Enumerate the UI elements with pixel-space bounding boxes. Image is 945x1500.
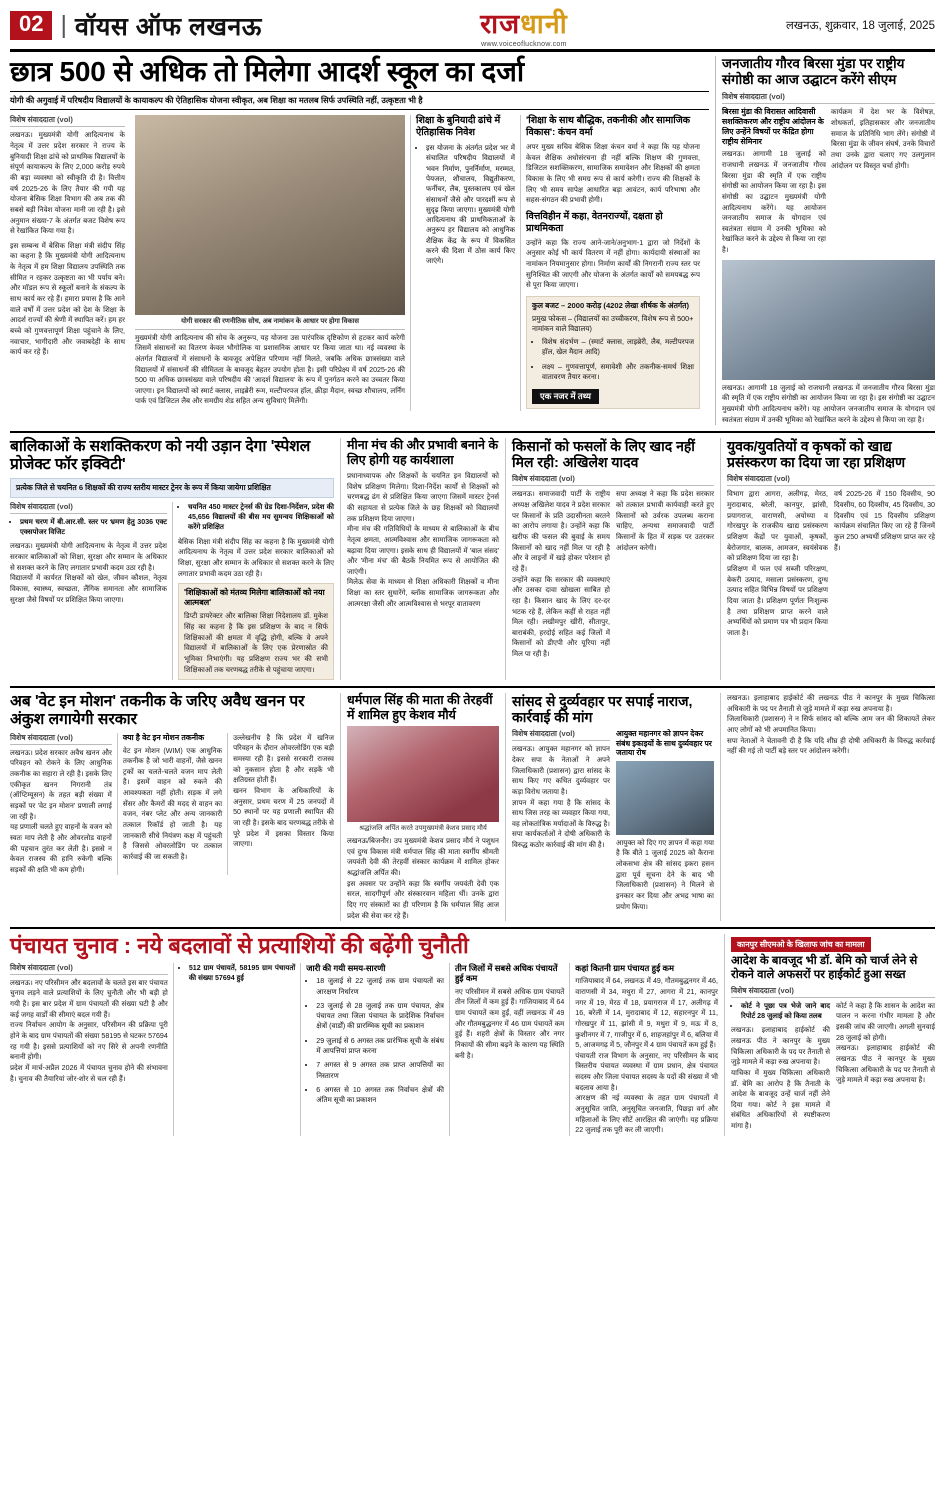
lead-story xyxy=(10,56,935,425)
sansad-text-3: आयुक्त को दिए गए ज्ञापन में कहा गया है कि बीते 1 जुलाई 2025 को कैराना लोकसभा क्षेत्र की सांसद इकरा हसन द्वारा पूर्व सूचना देने के बाद भी जिलाधिकारी (प्रशासन) ने मिलने से इनकार कर दिया और अभद्र भाषा का प्रयोग किया। xyxy=(616,838,714,911)
masthead-left xyxy=(10,9,262,43)
schedule-list xyxy=(306,976,444,1105)
highcourt-pretext-1: लखनऊ। इलाहाबाद हाईकोर्ट की लखनऊ पीठ ने कानपुर के मुख्य चिकित्सा अधिकारी के पद पर तैनाती से जुड़े मामले में कड़ा रुख अपनाया है। xyxy=(727,694,935,713)
panchayat-headline: पंचायत चुनाव : नये बदलावों से प्रत्याशियों की बढ़ेंगी चुनौती xyxy=(10,933,469,959)
sansad-headline: सांसद से दुर्व्यवहार पर सपाई नाराज, कार्रवाई की मांग xyxy=(512,693,693,726)
stat-box-focus: प्रमुख फोकस – (विद्यालयों का उच्चीकरण, विशेष रूप से 500+ नामांकन वाले विद्यालय) xyxy=(532,313,694,333)
equity-text-2: विद्यालयों में कार्यरत शिक्षकों को खेल, जीवन कौशल, नेतृत्व विकास, स्वास्थ्य, स्वच्छता, लैंगिक समानता और सामाजिक सुरक्षा जैसे विषयों पर प्रशिक्षित किया जाएगा। xyxy=(10,574,167,604)
sansad-text-1: लखनऊ। आयुक्त महानगर को ज्ञापन देकर सपा के नेताओं ने अपने जिलाधिकारी (प्रशासन) द्वारा सांसद के साथ किए गए कथित दुर्व्यवहार पर कड़ा विरोध जताया है। xyxy=(512,745,610,796)
lead-photo xyxy=(135,115,405,315)
equity-bullets xyxy=(10,517,167,538)
sansad-byline: विशेष संवाददाता (vol) xyxy=(512,729,610,741)
lead-byline: विशेष संवाददाता (vol) xyxy=(10,115,125,127)
food-text-3: वर्ष 2025-26 में 150 दिवसीय, 90 दिवसीय, 60 दिवसीय, 45 दिवसीय, 30 दिवसीय एवं 15 दिवसीय प्रशिक्षण कार्यक्रम संचालित किए जा रहे हैं जिनमें कुल 250 अभ्यर्थी प्रशिक्षण प्राप्त कर रहे हैं। xyxy=(834,490,935,552)
dateline: लखनऊ, शुक्रवार, 18 जुलाई, 2025 xyxy=(785,20,935,32)
meena-text-1: प्रधानाध्यापक और शिक्षकों के चयनित इन विद्यालयों को विशेष प्रशिक्षण मिलेगा। दिशा-निर्देश कार्यों से शिक्षकों को चरणबद्ध ढंग से प्रशिक्षित किया जाएगा जिसमें मास्टर ट्रेनर्स की सहायता से प्रत्येक जिले के छह शिक्षकों को विद्यालयों तक प्रशिक्षण दिया जाएगा। xyxy=(347,472,499,523)
sansad-subhead: आयुक्त महानगर को ज्ञापन देकर संबंध इकाइयों के साथ दुर्व्यवहार पर जताया रोष xyxy=(616,729,712,758)
lead-main xyxy=(10,56,715,425)
highcourt-text-2: याचिका में मुख्य चिकित्सा अधिकारी डॉ. बेमि का आरोप है कि तैनाती के आदेश के बावजूद उन्हें चार्ज नहीं लेने दिया गया। कोर्ट ने इस मामले में संबंधित अधिकारियों से स्पष्टीकरण मांगा है। xyxy=(731,1068,830,1131)
stat-box-tag: एक नजर में तथ्य xyxy=(532,389,599,404)
brand-website: www.voiceoflucknow.com xyxy=(481,40,567,48)
equity-byline: विशेष संवाददाता (vol) xyxy=(10,502,167,514)
wim-info-title: क्या है वेट इन मोशन तकनीक xyxy=(122,732,205,742)
equity-headline: बालिकाओं के सशक्तिकरण को नयी उड़ान देगा 'स्पेशल प्रोजेक्ट फॉर इक्विटी' xyxy=(10,438,311,474)
akhilesh-text-1: लखनऊ। समाजवादी पार्टी के राष्ट्रीय अध्यक्ष अखिलेश यादव ने प्रदेश सरकार पर किसानों के प्रति उदासीनता बरतने का आरोप लगाया है। उन्होंने कहा कि खरीफ की फसल की बुवाई के समय किसानों को खाद नहीं मिल पा रही है और वे लाइनों में खड़े होकर परेशान हो रहे हैं। xyxy=(512,490,610,573)
food-headline: युवक/युवतियों व कृषकों को खाद्य प्रसंस्करण का दिया जा रहा प्रशिक्षण xyxy=(727,438,906,471)
lead-sidebar-a-title: शिक्षा के बुनियादी ढांचे में ऐतिहासिक निवेश xyxy=(416,115,501,139)
three-districts-title: तीन जिलों में सबसे अधिक पंचायतें हुई कम xyxy=(454,962,558,984)
lead-sidebar-b-title: 'शिक्षा के साथ बौद्धिक, तकनीकी और सामाजिक विकास': कंचन वर्मा xyxy=(526,115,691,139)
where-reduced-list: गाजियाबाद में 64, लखनऊ में 49, गौतमबुद्धनगर में 46, वाराणसी में 34, मथुरा में 27, आगरा में 21, कानपुर नगर में 19, मेरठ में 18, प्रयागराज में 17, अलीगढ़ में 16, बरेली में 14, मुरादाबाद में 12, सहारनपुर में 11, गोरखपुर में 11, झांसी में 9, मथुरा में 9, मऊ में 8, कुशीनगर में 7, गाजीपुर में 6, शाहजहांपुर में 6, बलिया में 5, आजमगढ़ में 5, जौनपुर में 4 ग्राम पंचायतें कम हुई हैं। xyxy=(575,977,718,1050)
lead-sidebar-b-text: अपर मुख्य सचिव बेसिक शिक्षा कंचन वर्मा ने कहा कि यह योजना केवल शैक्षिक अधोसंरचना ही नहीं बल्कि शिक्षण की गुणवत्ता, डिजिटल सशक्तिकरण, सामाजिक समावेशन और शिक्षकों की क्षमता विकास के लिए भी समग्र रूप से कार्य करेगी। राज्य की शिक्षकों के लिए भी समय सापेक्ष आधारित बड़ा आवंटन, कार्य परिभाषा और सहस-संगठन की प्रभावी होगी। xyxy=(526,143,700,205)
food-byline: विशेष संवाददाता (vol) xyxy=(727,474,935,486)
schedule-item: • 23 जुलाई से 28 जुलाई तक ग्राम पंचायत, क्षेत्र पंचायत तथा जिला पंचायत के प्रादेशिक निर्वाचन क्षेत्रों (वार्डों) की प्रारम्भिक सूची का प्रकाशन xyxy=(316,1001,444,1032)
stat-box-item: • विशेष संदर्भण – (स्मार्ट क्लास, लाइब्रेरी, लैब, मल्टीपरपज हॉल, खेल मैदान आदि) xyxy=(542,337,694,358)
wim-text-2: यह प्रणाली चलते हुए वाहनों के वजन को स्वतः माप लेती है और ओवरलोड वाहनों की पहचान तुरंत कर लेती है। इससे न केवल राजस्व की हानि रुकेगी बल्कि सड़कों की क्षति भी कम होगी। xyxy=(10,823,112,874)
food-text-1: विभाग द्वारा आगरा, अलीगढ़, मेरठ, मुरादाबाद, बरेली, कानपुर, झांसी, प्रयागराज, वाराणसी, अयोध्या व गोरखपुर के राजकीय खाद्य प्रसंस्करण प्रशिक्षण केंद्रों पर युवाओं, कृषकों, बेरोजगार, बालक, आमजन, स्वयंसेवक को प्रशिक्षण दिया जा रहा है। xyxy=(727,490,828,563)
equity-subhead: प्रत्येक जिले से चयनित 6 शिक्षकों की राज्य स्तरीय मास्टर ट्रेनर के रूप में किया जायेगा प्रशिक्षित xyxy=(10,478,334,498)
meena-text-2: मीना मंच की गतिविधियों के माध्यम से बालिकाओं के बीच नेतृत्व क्षमता, आत्मविश्वास और सामाजिक जागरूकता को बढ़ावा दिया जाएगा। इसके साथ ही विद्यालयों में 'बाल संसद' और 'मीना मंच' की बैठकें नियमित रूप से आयोजित की जाएंगी। xyxy=(347,525,499,576)
wim-text-1: लखनऊ। प्रदेश सरकार अवैध खनन और परिवहन को रोकने के लिए आधुनिक तकनीक का सहारा ले रही है। इसके लिए एकीकृत खनन निगरानी तंत्र (ऑप्टिम्यूसन) के तहत बड़ी संख्या में सड़कों पर 'वेट इन मोशन' प्रणाली लगाई जा रही है। xyxy=(10,748,112,821)
side-headline: जनजातीय गौरव बिरसा मुंडा पर राष्ट्रीय संगोष्ठी का आज उद्घाटन करेंगे सीएम xyxy=(722,56,905,88)
weigh-in-motion-story xyxy=(10,693,340,921)
equity-quote-title: 'शिक्षिकाओं को मंतव्य मिलेगा बालिकाओं को नया आत्मबल' xyxy=(184,588,325,608)
lead-col-2 xyxy=(130,115,410,411)
akhilesh-byline: विशेष संवाददाता (vol) xyxy=(512,474,714,486)
highcourt-text-1: लखनऊ। इलाहाबाद हाईकोर्ट की लखनऊ पीठ ने कानपुर के मुख्य चिकित्सा अधिकारी के पद पर तैनाती से जुड़े मामले में कड़ा रुख अपनाया है। xyxy=(731,1026,830,1067)
lead-col1-text: लखनऊ। मुख्यमंत्री योगी आदित्यनाथ के नेतृत्व में उत्तर प्रदेश सरकार ने राज्य के बुनियादी शिक्षा ढांचे को प्राथमिक विद्यालयों के संपूर्ण कायाकल्प के लिए 2,000 करोड़ रुपये की बड़ा व्यवस्था को स्वीकृति दी है। वित्तीय वर्ष 2025-26 के लिए तैयार की गयी यह योजना बेसिक शिक्षा विभाग की अब तक की सबसे बड़ी निवेश योजना मानी जा रही है। इसे अनुमान संख्या-7 के अंतर्गत बजट विशेष रूप से रेखांकित किया गया है। इस सम्बन्ध में बेसिक शिक्षा मंत्री संदीप सिंह का कहना है कि मुख्यमंत्री योगी आदित्यनाथ के नेतृत्व में हम शिक्षा विद्यालय उपस्थिति तक सीमित न रहकर उत्कृष्टता का भी पर्याय बने। और मॉडल रूप से स्कूलों बनाने के संकल्प के साथ कार्य कर रहे हैं। हमारा प्रयास है कि आने वाले वर्षों में उत्तर प्रदेश को देश के शिक्षा के आदर्श राज्यों की श्रेणी में स्थापित करें। हम हर बच्चे को गुणवत्तापूर्ण शिक्षा पहुंचाने के लिए, नवाचार, भागीदारी और जवाबदेही के साथ कार्य कर रहे हैं। xyxy=(10,131,125,357)
lead-side-story xyxy=(715,56,935,425)
highcourt-pretext-3: सपा नेताओं ने चेतावनी दी है कि यदि शीघ्र ही दोषी अधिकारी के विरुद्ध कार्रवाई नहीं की गई तो पार्टी बड़े स्तर पर आंदोलन करेगी। xyxy=(727,736,935,756)
lead-col-1 xyxy=(10,115,130,411)
lead-col-4 xyxy=(520,115,700,411)
meena-text-3: मिलेऊ सेवा के माध्यम से शिक्षा अधिकारी शिक्षकों व मीना शिक्षा का स्तर सुधारेंगे, ब्लॉक सामाजिक जागरूकता और आत्मरक्षा जैसी और आत्मविश्वास से भरपूर वातावरण xyxy=(347,578,499,608)
panchayat-story xyxy=(10,934,724,1136)
maurya-photo-caption: श्रद्धांजलि अर्पित करते उपमुख्यमंत्री केशव प्रसाद मौर्य xyxy=(359,824,487,832)
stat-box-item: • लक्ष्य – गुणवत्तापूर्ण, समावेशी और तकनीक-समर्थ शिक्षा वातावरण तैयार करना। xyxy=(542,362,694,383)
panchayat-last-1: पंचायती राज विभाग के अनुसार, नए परिसीमन के बाद त्रिस्तरीय पंचायत व्यवस्था में ग्राम प्रधान, क्षेत्र पंचायत सदस्य और जिला पंचायत सदस्य के पदों की संख्या में भी बदलाव आया है। xyxy=(575,1051,718,1092)
section-three-b xyxy=(10,934,935,1136)
sansad-text-2: ज्ञापन में कहा गया है कि सांसद के साथ जिस तरह का व्यवहार किया गया, वह लोकतांत्रिक मर्यादाओं के विरुद्ध है। सपा कार्यकर्ताओं ने दोषी अधिकारी के विरुद्ध कठोर कार्रवाई की मांग की है। xyxy=(512,798,610,850)
lead-col2-text: मुख्यमंत्री योगी आदित्यनाथ की सोच के अनुरूप, यह योजना उस पारंपरिक दृष्टिकोण से हटकर कार्य करेगी जिसमें संसाधनों का वितरण केवल भौगोलिक या प्रशासनिक आधार पर किया जाता था। नई व्यवस्था के अंतर्गत विद्यालयों में संसाधनों के बावजूद अपेक्षित परिणाम नहीं मिलते, जबकि अधिक छात्रसंख्या वाले विद्यालयों में संसाधनों की सीमितता के बावजूद बेहतर उपयोग होता है। इसी परिप्रेक्ष्य में वर्ष 2025-26 की 500 या अधिक छात्रसंख्या वाले परिषदीय की 'आदर्श विद्यालय' के रूप में पुनर्गठन करने का उच्चतर किया जाएगा। इन विद्यालयों को स्मार्ट क्लास, लाइब्रेरी रूम, मल्टीपरपज हॉल, क्रीड़ा मैदान, स्वच्छ शौचालय, लर्निंग पार्क एवं डिजिटल लैब और समग्रीय शेड सहित अन्य सुविधाएं मिलेंगी। xyxy=(135,333,405,406)
section-three xyxy=(10,693,935,921)
highcourt-byline: विशेष संवाददाता (vol) xyxy=(731,986,935,998)
publication-title: वॉयस ऑफ लखनऊ xyxy=(74,12,262,41)
panchayat-text-3: प्रदेश में मार्च-अप्रैल 2026 में पंचायत चुनाव होने की संभावना है। चुनाव की तैयारियां जोर-शोर से चल रही हैं। xyxy=(10,1063,168,1083)
wim-text-4: खनन विभाग के अधिकारियों के अनुसार, प्रथम चरण में 25 जनपदों में 50 स्थानों पर यह प्रणाली स्थापित की जा रही है। इसके बाद चरणबद्ध तरीके से पूरे प्रदेश में इसका विस्तार किया जाएगा। xyxy=(233,786,334,849)
highcourt-text-4: लखनऊ। इलाहाबाद हाईकोर्ट की लखनऊ पीठ ने कानपुर के मुख्य चिकित्सा अधिकारी के पद पर तैनाती से जुड़े मामले में कड़ा रुख अपनाया है। xyxy=(836,1044,935,1085)
meena-headline: मीना मंच की और प्रभावी बनाने के लिए होगी यह कार्यशाला xyxy=(347,438,499,467)
schedule-item: • 29 जुलाई से 6 अगस्त तक प्रारंभिक सूची के संबंध में आपत्तियां प्राप्त करना xyxy=(316,1036,444,1057)
bullet-item: • प्रथम चरण में बी.आर.सी. स्तर पर भ्रमण हेतु 3036 एक्ट एक्सपोजर विजिट xyxy=(20,517,167,538)
sansad-story xyxy=(505,693,720,921)
panchayat-text-2: राज्य निर्वाचन आयोग के अनुसार, परिसीमन की प्रक्रिया पूरी होने के बाद ग्राम पंचायतों की संख्या 58195 से घटकर 57694 रह गयी है। इससे प्रत्याशियों को नए सिरे से अपनी रणनीति बनानी होगी। xyxy=(10,1021,168,1062)
where-reduced-title: कहां कितनी ग्राम पंचायत हुई कम xyxy=(575,962,674,973)
schedule-title: जारी की गयी समय-सारणी xyxy=(306,962,386,973)
brand-logo xyxy=(480,4,568,48)
side-text-2: कार्यक्रम में देश भर के विशेषज्ञ, शोधकर्ता, इतिहासकार और जनजातीय समाज के प्रतिनिधि भाग लेंगे। संगोष्ठी में बिरसा मुंडा के जीवन संघर्ष, उनके विचारों तथा उनके द्वारा चलाए गए उलगुलान आंदोलन पर विस्तृत चर्चा होगी। xyxy=(831,108,935,170)
highcourt-pretext-2: जिलाधिकारी (प्रशासन) ने न सिर्फ सांसद को बल्कि आम जन की शिकायतें लेकर आए लोगों को भी अपमानित किया। xyxy=(727,715,935,735)
meena-manch-story xyxy=(340,438,505,680)
side-subhead: बिरसा मुंडा की विरासत आदिवासी सशक्तिकरण और राष्ट्रीय आंदोलन के लिए उन्हेंने विषयों पर केंद्रित होगा राष्ट्रीय सेमिनार xyxy=(722,107,824,146)
lead-stat-box xyxy=(526,296,700,409)
food-text-2: प्रशिक्षण में फल एवं सब्जी परिरक्षण, बेकरी उत्पाद, मसाला प्रसंस्करण, दुग्ध उत्पाद सहित विभिन्न विषयों पर प्रशिक्षण दिया जाता है। प्रशिक्षण पूर्णतः निःशुल्क है तथा प्रशिक्षण प्राप्त करने वाले अभ्यर्थियों को प्रमाण पत्र भी प्रदान किया जाता है। xyxy=(727,564,828,637)
maurya-text-1: लखनऊ/बिजनौर। उप मुख्यमंत्री केशव प्रसाद मौर्य ने पशुधन एवं दुग्ध विकास मंत्री धर्मपाल सिंह की माता स्वर्गीय श्रीमती जयवंती देवी की तेरहवीं संस्कार कार्यक्रम में शामिल होकर श्रद्धांजलि अर्पित की। xyxy=(347,837,499,877)
side-photo xyxy=(722,260,935,380)
lead-headline: छात्र 500 से अधिक तो मिलेगा आदर्श स्कूल का दर्जा xyxy=(10,56,524,87)
side-byline: विशेष संवाददाता (vol) xyxy=(722,92,935,104)
masthead-separator: | xyxy=(60,11,67,39)
bullet-item: • चयनित 450 मास्टर ट्रेनर्स की ग्रेड दिशा-निर्देशन, प्रदेश की 45,656 विद्यालयों की बीस मय सुमन्वय शिक्षिकाओं को करेंगे प्रशिक्षित xyxy=(188,502,334,533)
equity-story xyxy=(10,438,340,680)
akhilesh-text-3: सपा अध्यक्ष ने कहा कि प्रदेश सरकार को तत्काल प्रभावी कार्यवाही करते हुए किसानों को उर्वरक उपलब्ध कराना चाहिए, अन्यथा समाजवादी पार्टी किसानों के हित में सड़क पर उतरकर आंदोलन करेगी। xyxy=(616,490,714,552)
masthead xyxy=(10,6,935,52)
equity-text-1: लखनऊ। मुख्यमंत्री योगी आदित्यनाथ के नेतृत्व में उत्तर प्रदेश सरकार बालिकाओं को शिक्षा, सुरक्षा और सम्मान के अधिकार से सशक्त करने के लिए लगातार प्रभावी कदम उठा रही है। xyxy=(10,542,167,572)
lead-sidebar-c-text: उन्होंने कहा कि राज्य आने-जाने/अनुभाग-1 द्वारा जो निर्देशों के अनुसार कोई भी कार्य वितरण में नहीं होगा। कार्यदायी संस्थाओं का नामांकन नियमानुसार होगा। निर्माण कार्यों की निगरानी राज्य स्तर पर सुनिश्चित की जाएगी और योजना के अंतर्गत कार्यों को समयबद्ध रूप से पूरा किया जाएगा। xyxy=(526,238,700,290)
akhilesh-headline: किसानों को फसलों के लिए खाद नहीं मिल रही: अखिलेश यादव xyxy=(512,438,695,471)
brand-logo-text: राजधानी xyxy=(480,8,568,39)
highcourt-story xyxy=(720,693,935,921)
panchayat-text-1: लखनऊ। नए परिसीमन और बदलावों के चलते इस बार पंचायत चुनाव लड़ने वाले प्रत्याशियों के लिए चुनौती और भी बड़ी हो गयी है। इस बार प्रदेश में ग्राम पंचायतों की संख्या घटी है और कई जगह वार्डों की सीमाएं बदल गयी हैं। xyxy=(10,978,168,1019)
section-two xyxy=(10,438,935,680)
three-districts-text: नए परिसीमन में सबसे अधिक ग्राम पंचायतें तीन जिलों में कम हुई हैं। गाजियाबाद में 64 ग्राम पंचायतें कम हुईं, वहीं लखनऊ में 49 और गौतमबुद्धनगर में 46 ग्राम पंचायतें कम हुई हैं। शहरी क्षेत्रों के विस्तार और नगर निकायों की सीमा बढ़ने के कारण यह स्थिति बनी है। xyxy=(454,987,565,1060)
equity-quote-text: डिप्टी डायरेक्टर और बालिका शिक्षा निदेशालय डॉ. मुकेश सिंह का कहना है कि इस प्रशिक्षण के बाद न सिर्फ शिक्षिकाओं की क्षमता में वृद्धि होगी, बल्कि वे अपने विद्यालयों में बालिकाओं के लिए एक प्रेरणास्रोत की भूमिका निभाएंगी। यह प्रशिक्षण राज्य भर की सभी शिक्षिकाओं तक चरणबद्ध तरीके से पहुंचाया जाएगा। xyxy=(184,612,328,674)
lead-col-3 xyxy=(410,115,520,411)
akhilesh-text-2: उन्होंने कहा कि सरकार की व्यवस्थाएं और उसका दावा खोखला साबित हो रहा है। किसान खाद के लिए दर-दर भटक रहे हैं, लेकिन कहीं से राहत नहीं मिल रही। लखीमपुर खीरी, सीतापुर, बाराबंकी, हरदोई सहित कई जिलों में किसानों को डीएपी और यूरिया नहीं मिल पा रही है। xyxy=(512,575,610,659)
side-text-1: लखनऊ। आगामी 18 जुलाई को राजधानी लखनऊ में जनजातीय गौरव बिरसा मुंडा की स्मृति में एक राष्ट्रीय संगोष्ठी का आयोजन किया जा रहा है। इस संगोष्ठी का उद्घाटन मुख्यमंत्री योगी आदित्यनाथ करेंगे। यह आयोजन जनजातीय समाज के योगदान एवं स्वतंत्रता संग्राम में उनकी भूमिका को रेखांकित करने के उद्देश्य से किया जा रहा है। xyxy=(722,150,826,255)
wim-text-3: उल्लेखनीय है कि प्रदेश में खनिज परिवहन के दौरान ओवरलोडिंग एक बड़ी समस्या रही है। इससे सरकारी राजस्व को नुकसान होता है और सड़कें भी क्षतिग्रस्त होती हैं। xyxy=(233,733,334,785)
lead-sidebar-a-bullets xyxy=(416,143,515,266)
lead-subhead: योगी की अगुवाई में परिषदीय विद्यालयों के कायाकल्प की ऐतिहासिक योजना स्वीकृत, अब शिक्षा का मतलब सिर्फ उपस्थिति नहीं, उत्कृष्टता भी है xyxy=(10,91,709,110)
sansad-photo xyxy=(616,761,714,835)
wim-info-text: वेट इन मोशन (WIM) एक आधुनिक तकनीक है जो भारी वाहनों, जैसे खनन ट्रकों का चलते-चलते वजन माप लेती है। इसमें वाहन को रुकने की आवश्यकता नहीं होती। सड़क में लगे सेंसर और कैमरों की मदद से वाहन का वजन, नंबर प्लेट और अन्य जानकारी तत्काल रिकॉर्ड हो जाती है। यह जानकारी सीधे नियंत्रण कक्ष में पहुंचती है जिससे ओवरलोडिंग पर तत्काल कार्रवाई की जा सकती है। xyxy=(122,746,223,861)
stat-box-title: कुल बजट – 2000 करोड़ (4202 लेखा शीर्षक के अंतर्गत) xyxy=(532,300,690,310)
highcourt-text-3: कोर्ट ने कहा है कि शासन के आदेश का पालन न करना गंभीर मामला है और इसकी जांच की जाएगी। अगली सुनवाई 28 जुलाई को होगी। xyxy=(836,1001,935,1042)
wim-byline: विशेष संवाददाता (vol) xyxy=(10,733,112,745)
maurya-headline: धर्मपाल सिंह की माता की तेरहवीं में शामिल हुए केशव मौर्य xyxy=(347,693,493,722)
highcourt-story-main xyxy=(724,934,935,1136)
highcourt-sub: • कोर्ट ने पूछा पत्र भेजे जाने बाद रिपोर्ट 28 जुलाई को किया तलब xyxy=(741,1001,830,1022)
panchayat-stat: • 512 ग्राम पंचायतें, 58195 ग्राम पंचायतों की संख्या 57694 हुई xyxy=(189,963,295,984)
maurya-photo xyxy=(347,726,499,822)
page-number: 02 xyxy=(10,11,52,39)
schedule-item: • 6 अगस्त से 10 अगस्त तक निर्वाचन क्षेत्रों की अंतिम सूची का प्रकाशन xyxy=(316,1085,444,1106)
panchayat-last-2: आरक्षण की नई व्यवस्था के तहत ग्राम पंचायतों में अनुसूचित जाति, अनुसूचित जनजाति, पिछड़ा वर्ग और महिलाओं के लिए सीटें आरक्षित की जाएंगी। यह प्रक्रिया 22 जुलाई तक पूरी कर ली जाएगी। xyxy=(575,1094,718,1135)
masthead-right xyxy=(786,18,935,33)
maurya-text-2: इस अवसर पर उन्होंने कहा कि स्वर्गीय जयवंती देवी एक सरल, सादगीपूर्ण और संस्कारवान महिला थीं। उनके द्वारा दिए गए संस्कारों का ही परिणाम है कि धर्मपाल सिंह आज प्रदेश की सेवा कर रहे हैं। xyxy=(347,879,499,920)
panchayat-byline: विशेष संवाददाता (vol) xyxy=(10,963,168,975)
schedule-item: • 7 अगस्त से 9 अगस्त तक प्राप्त आपत्तियों का निस्तारण xyxy=(316,1060,444,1081)
highcourt-headline: आदेश के बावजूद भी डॉ. बेमि को चार्ज लेने से रोकने वाले अफसरों पर हाईकोर्ट हुआ सख्त xyxy=(731,955,918,981)
maurya-story xyxy=(340,693,505,921)
wim-headline: अब 'वेट इन मोशन' तकनीक के जरिए अवैध खनन पर अंकुश लगायेगी सरकार xyxy=(10,693,305,728)
equity-bullets-2 xyxy=(178,502,334,533)
side-text-3: लखनऊ। आगामी 18 जुलाई को राजधानी लखनऊ में जनजातीय गौरव बिरसा मुंडा की स्मृति में एक राष्ट्रीय संगोष्ठी का आयोजन किया जा रहा है। इस संगोष्ठी का उद्घाटन मुख्यमंत्री योगी आदित्यनाथ करेंगे। यह आयोजन जनजातीय समाज के योगदान एवं स्वतंत्रता संग्राम में उनकी भूमिका को रेखांकित करने के उद्देश्य से किया जा रहा है। xyxy=(722,383,935,424)
bullet-item: • इस योजना के अंतर्गत प्रदेश भर में संचालित परिषदीय विद्यालयों में भवन निर्माण, पुनर्निर्माण, मरम्मत, पेयजल, शौचालय, विद्युतीकरण, फर्नीचर, लैब, पुस्तकालय एवं खेल संसाधनों जैसे और पारदर्शी रूप से सुदृढ़ किया जाएगा। मुख्यमंत्री योगी आदित्यनाथ की प्राथमिकताओं के अनुरूप हर विद्यालय को आधुनिक शैक्षिक केंद्र के रूप में विकसित करने की दिशा में ठोस कार्य किए जाएंगे। xyxy=(426,143,515,266)
lead-photo-caption: योगी सरकार की रणनीतिक सोच, अब नामांकन के आधार पर होगा विकास xyxy=(135,317,405,329)
food-processing-story xyxy=(720,438,935,680)
akhilesh-story xyxy=(505,438,720,680)
highcourt-kicker: कानपुर सीएमओ के खिलाफ जांच का मामला xyxy=(731,937,871,952)
lead-sidebar-c-title: वित्तविहीन में कहा, वेतनराज्यों, दक्षता हो प्राथमिकता xyxy=(526,211,663,234)
equity-text-3: बेसिक शिक्षा मंत्री संदीप सिंह का कहना है कि मुख्यमंत्री योगी आदित्यनाथ के नेतृत्व में उत्तर प्रदेश सरकार बालिकाओं को शिक्षा, सुरक्षा और सम्मान के अधिकार से सशक्त करने के लिए लगातार प्रभावी कदम उठा रही है। xyxy=(178,537,334,578)
schedule-item: • 18 जुलाई से 22 जुलाई तक ग्राम पंचायतों का आरक्षण निर्धारण xyxy=(316,976,444,997)
